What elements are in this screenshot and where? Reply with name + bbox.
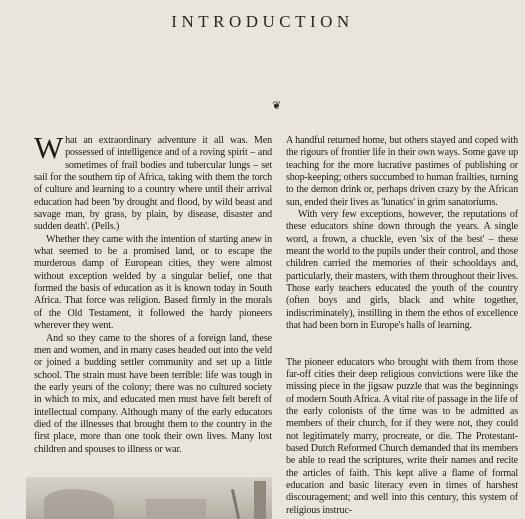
right-paragraph-2: With very few exceptions, however, the reputations of these educators shine down through the years. A single word, a frown, a chuckle, even 'six of the best' – these meant the world to the pupils under their control, and those children carried the memories of their schooldays and, particularly, their masters, with them throughout their lives. Those early teachers educated the youth of the country (often boys and girls, black and white together, indiscriminately), instilling in them the ethos of excellence that had been born in Europe's halls of learning. xyxy=(286,209,518,332)
left-column xyxy=(34,135,272,465)
photo-ground-shape xyxy=(146,499,206,519)
left-paragraph-3: And so they came to the shores of a foreign land, these men and women, and in many cases headed out into the veld or joined a budding settler community and set up a little school. The strain must have been terrible: life was tough in the early years of the colony; there was no cultured society in which to mix, and educated men must have felt bereft of intellectual company. Although many of the early educators died of the illnesses that brought them to the country in the first place, more than one took their own lives. Many lost children and spouses to illness or war. xyxy=(34,332,272,455)
right-paragraph-3: The pioneer educators who brought with them from those far-off cities their deep religious convictions were like the missing piece in the jigsaw puzzle that was the beginnings of modern South Africa. A vital rite of passage in the life of the early colonists of the time was to be admitted as members of their church, for if they were not, they could not legitimately marry, procreate, or die. The Protestant-based Dutch Reformed Church demanded that its members be able to read the scriptures, write their names and recite the articles of faith. This kept alive a flame of formal education and basic literacy even in times of harshest discouragement; and well into this century, this system of religious instruc- xyxy=(286,356,518,516)
left-paragraph-2: Whether they came with the intention of starting anew in what seemed to be a promised land, or to escape the murderous damp of European cities, they were almost without exception welded by a singular belief, one that formed the basis of education as it is known today in South Africa. That force was religion. Based firmly in the morals of the Old Testament, it followed the hardy pioneers wherever they went. xyxy=(34,233,272,332)
right-paragraph-1: A handful returned home, but others stayed and coped with the rigours of frontier life in their own ways. Some gave up teaching for the more lucrative pastimes of publishing or shop-keeping; others succumbed to human frailties, turning to the demon drink or, perhaps driven crazy by the African sun, ended their lives as 'lunatics' in grim sanatoriums. xyxy=(286,135,518,208)
page-title: INTRODUCTION xyxy=(171,12,354,31)
fleuron-icon: ❦ xyxy=(272,100,282,112)
drop-cap: W xyxy=(34,135,64,165)
left-paragraph-1-text: hat an extraordinary adventure it all was. Men possessed of intelligence and of a roving spirit – and sometimes of frail bodies and tubercular lungs – set sail for the southern tip of Africa, taking with them the torch of culture and learning to a country where until their arrival education had been 'by drought and flood, by wild beast and savage man, by grass, by plain, by disease, disaster and sudden death'. (Pells.) xyxy=(34,135,272,233)
right-column xyxy=(286,135,518,519)
left-paragraph-1 xyxy=(34,135,272,234)
photo-tower-shape xyxy=(254,481,266,519)
paragraph-gap xyxy=(286,333,518,357)
photo-tree-shape xyxy=(44,489,114,519)
photo-pole-shape xyxy=(231,489,240,519)
historical-photograph xyxy=(26,477,272,519)
